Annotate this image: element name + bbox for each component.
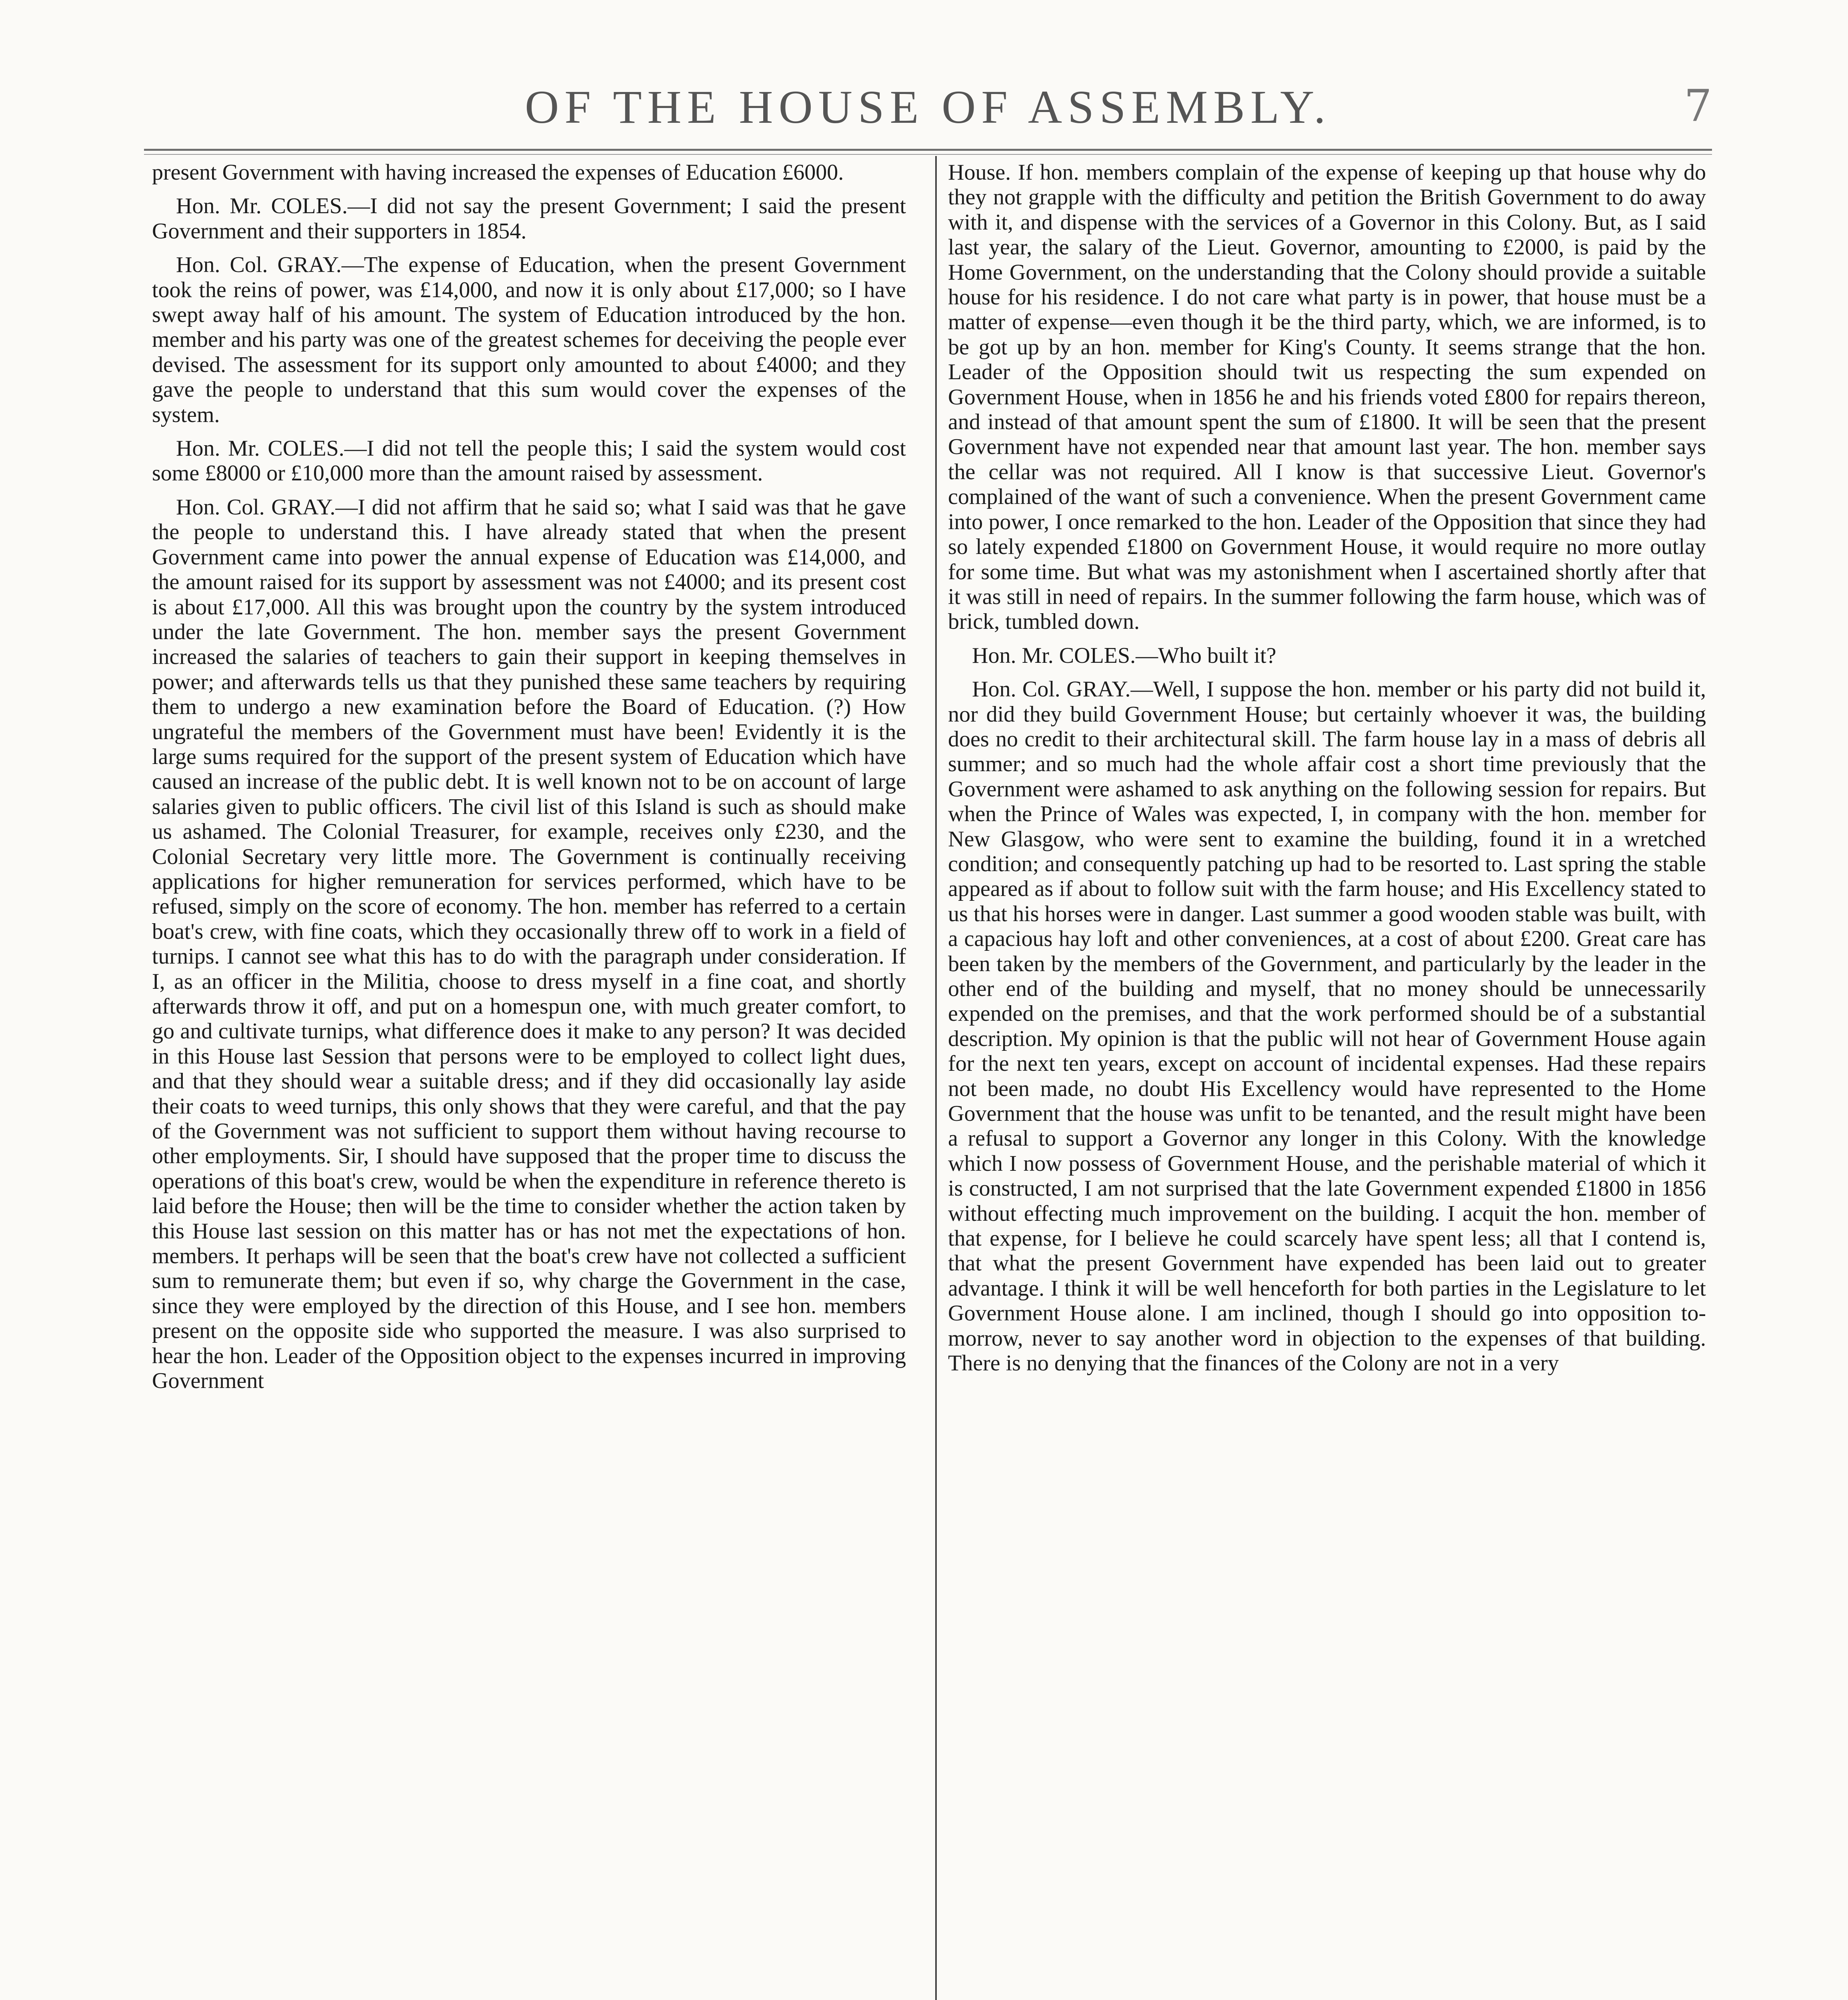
right-column bbox=[948, 160, 1706, 2000]
paragraph: House. If hon. members complain of the expense of keeping up that house why do they not grapple with the difficulty and petition the British Government to do away with it, and dispense with the services of a Governor in this Colony. But, as I said last year, the salary of the Lieut. Governor, amounting to £2000, is paid by the Home Government, on the understanding that the Colony should provide a suitable house for his residence. I do not care what party is in power, that house must be a matter of expense—even though it be the third party, which, we are informed, is to be got up by an hon. member for King's County. It seems strange that the hon. Leader of the Opposition should twit us respecting the sum expended on Government House, when in 1856 he and his friends voted £800 for repairs thereon, and instead of that amount spent the sum of £1800. It will be seen that the present Government have not expended near that amount last year. The hon. member says the cellar was not required. All I know is that successive Lieut. Governor's complained of the want of such a convenience. When the present Government came into power, I once remarked to the hon. Leader of the Opposition that since they had so lately expended £1800 on Government House, it would require no more outlay for some time. But what was my astonishment when I ascertained shortly after that it was still in need of repairs. In the summer following the farm house, which was of brick, tumbled down. bbox=[948, 160, 1706, 634]
paragraph: Hon. Mr. COLES.—I did not tell the people this; I said the system would cost some £8000 or £10,000 more than the amount raised by assessment. bbox=[152, 436, 906, 486]
left-column bbox=[152, 160, 906, 2000]
column-divider bbox=[935, 156, 937, 2000]
paragraph: Hon. Col. GRAY.—The expense of Education, when the present Government took the reins of power, was £14,000, and now it is only about £17,000; so I have swept away half of his amount. The system of Education introduced by the hon. member and his party was one of the greatest schemes for deceiving the people ever devised. The assessment for its support only amounted to about £4000; and they gave the people to understand that this sum would cover the expenses of the system. bbox=[152, 252, 906, 427]
running-title: OF THE HOUSE OF ASSEMBLY. bbox=[525, 81, 1331, 133]
paragraph: Hon. Col. GRAY.—I did not affirm that he said so; what I said was that he gave the people to understand this. I have already stated that when the present Government came into power the annual expense of Education was £14,000, and the amount raised for its support by assessment was not £4000; and its present cost is about £17,000. All this was brought upon the country by the system introduced under the late Government. The hon. member says the present Government increased the salaries of teachers to gain their support in keeping themselves in power; and afterwards tells us that they punished these same teachers by requiring them to undergo a new examination before the Board of Education. (?) How ungrateful the members of the Government must have been! Evidently it is the large sums required for the support of the present system of Education which have caused an increase of the public debt. It is well known not to be on account of large salaries given to public officers. The civil list of this Island is such as should make us ashamed. The Colonial Treasurer, for example, receives only £230, and the Colonial Secretary very little more. The Government is continually receiving applications for higher remuneration for services performed, which have to be refused, simply on the score of economy. The hon. member has referred to a certain boat's crew, with fine coats, which they occasionally threw off to work in a field of turnips. I cannot see what this has to do with the paragraph under consideration. If I, as an officer in the Militia, choose to dress myself in a fine coat, and shortly afterwards throw it off, and put on a homespun one, with much greater comfort, to go and cultivate turnips, what difference does it make to any person? It was decided in this House last Session that persons were to be employed to collect light dues, and that they should wear a suitable dress; and if they did occasionally lay aside their coats to weed turnips, this only shows that they were careful, and that the pay of the Government was not sufficient to support them without having recourse to other employments. Sir, I should have supposed that the proper time to discuss the operations of this boat's crew, would be when the expenditure in reference thereto is laid before the House; then will be the time to consider whether the action taken by this House last session on this matter has or has not met the expectations of hon. members. It perhaps will be seen that the boat's crew have not collected a sufficient sum to remunerate them; but even if so, why charge the Government in the case, since they were employed by the direction of this House, and I see hon. members present on the opposite side who supported the measure. I was also surprised to hear the hon. Leader of the Opposition object to the expenses incurred in improving Government bbox=[152, 494, 906, 1394]
paragraph: Hon. Mr. COLES.—I did not say the present Government; I said the present Government and their supporters in 1854. bbox=[152, 194, 906, 244]
paragraph: present Government with having increased the expenses of Education £6000. bbox=[152, 160, 844, 185]
paragraph: Hon. Col. GRAY.—Well, I suppose the hon. member or his party did not build it, nor did they build Government House; but certainly whoever it was, the building does no credit to their architectural skill. The farm house lay in a mass of debris all summer; and so much had the whole affair cost a short time previously that the Government were ashamed to ask anything on the following session for repairs. But when the Prince of Wales was expected, I, in company with the hon. member for New Glasgow, who were sent to examine the building, found it in a wretched condition; and consequently patching up had to be resorted to. Last spring the stable appeared as if about to follow suit with the farm house; and His Excellency stated to us that his horses were in danger. Last summer a good wooden stable was built, with a capacious hay loft and other conveniences, at a cost of about £200. Great care has been taken by the members of the Government, and particularly by the leader in the other end of the building and myself, that no money should be unnecessarily expended on the premises, and that the work performed should be of a substantial description. My opinion is that the public will not hear of Government House again for the next ten years, except on account of incidental expenses. Had these repairs not been made, no doubt His Excellency would have represented to the Home Government that the house was unfit to be tenanted, and the result might have been a refusal to support a Governor any longer in this Colony. With the knowledge which I now possess of Government House, and the perishable material of which it is constructed, I am not surprised that the late Government expended £1800 in 1856 without effecting much improvement on the building. I acquit the hon. member of that expense, for I believe he could scarcely have spent less; all that I contend is, that what the present Government have expended has been laid out to greater advantage. I think it will be well henceforth for both parties in the Legislature to let Government House alone. I am inclined, though I should go into opposition to-morrow, never to say another word in objection to the expenses of that building. There is no denying that the finances of the Colony are not in a very bbox=[948, 677, 1706, 1376]
paragraph: Hon. Mr. COLES.—Who built it? bbox=[972, 643, 1276, 668]
page-number: 7 bbox=[1684, 80, 1712, 131]
page-header bbox=[144, 80, 1712, 148]
header-rule-thin bbox=[144, 154, 1712, 155]
header-rule bbox=[144, 149, 1712, 151]
